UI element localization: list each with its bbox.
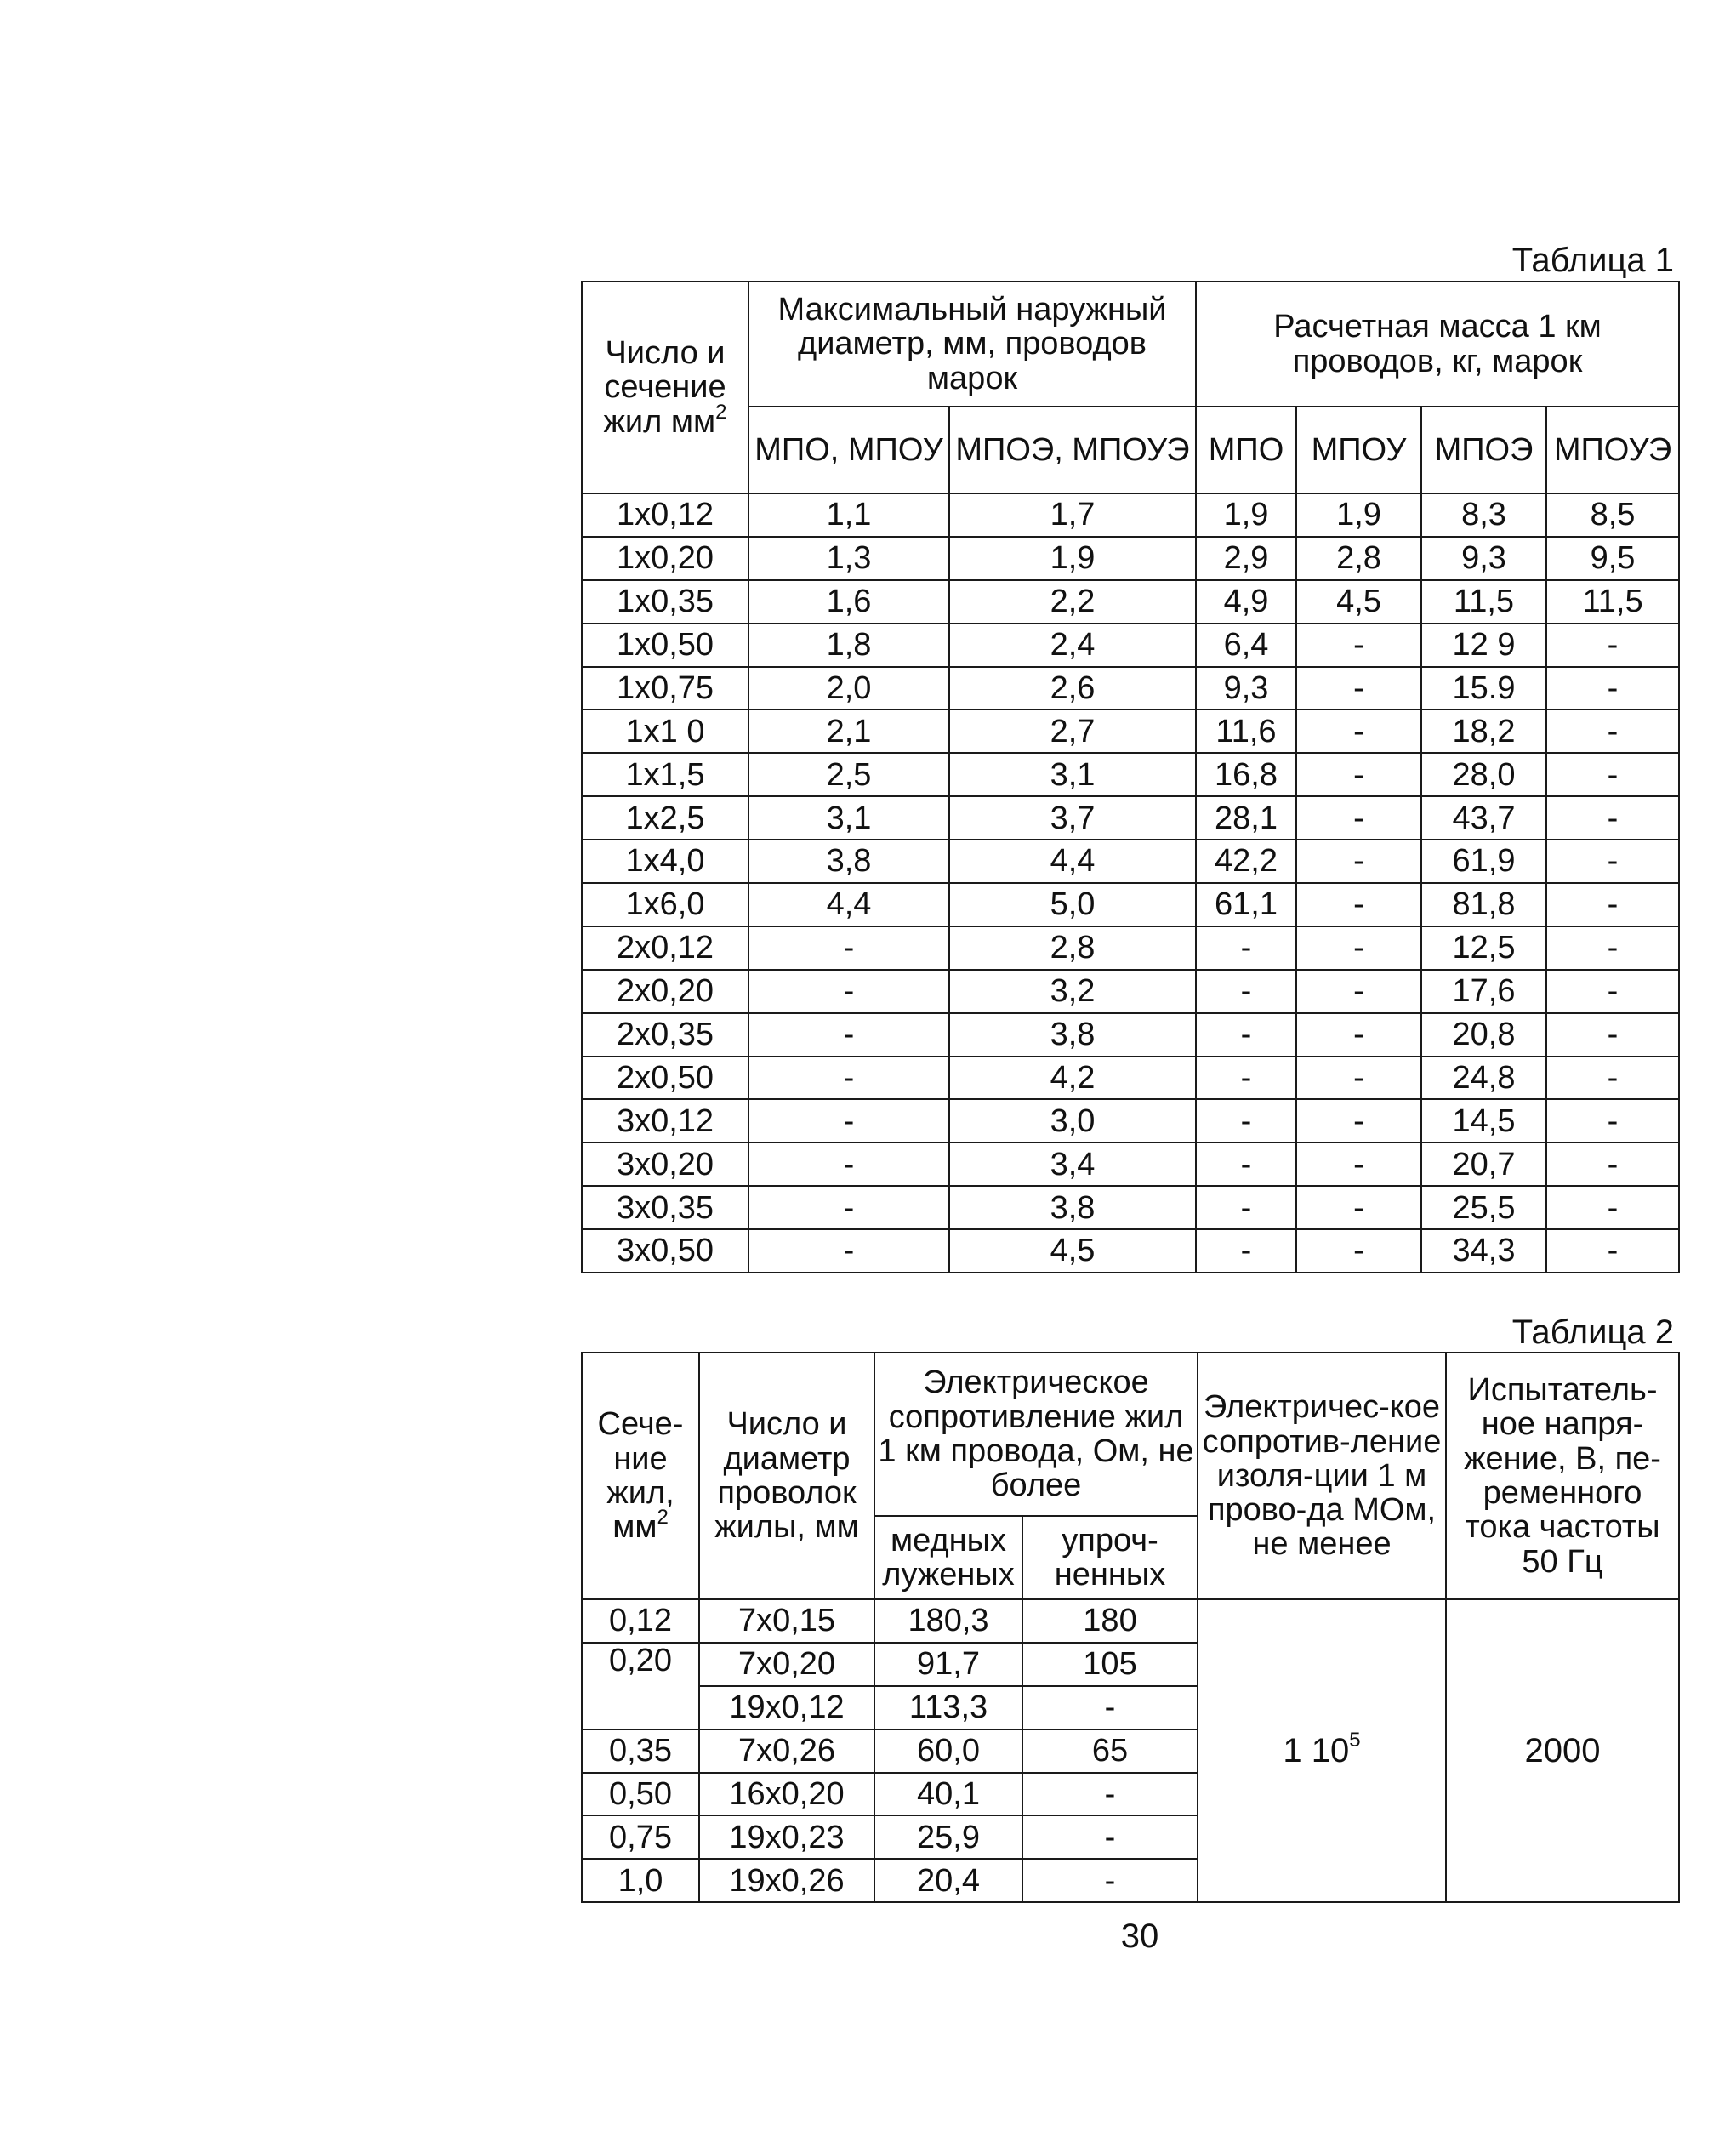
table-row [582, 970, 1679, 1013]
table-cell: 28,0 [1421, 753, 1546, 796]
t2-sub-header-copper: медных луженых [874, 1516, 1022, 1599]
t2-header-resistance: Электрическое сопротивление жил 1 км провода, Ом, не более [874, 1353, 1198, 1516]
table-cell: 2х0,12 [582, 926, 748, 970]
table-cell: 81,8 [1421, 883, 1546, 926]
table-cell: - [1296, 796, 1421, 840]
table-cell: - [1296, 624, 1421, 667]
table-cell: 42,2 [1196, 840, 1296, 883]
table-cell: 3,1 [748, 796, 949, 840]
table-cell: - [1546, 1099, 1679, 1142]
t1-sub-header: МПО, МПОУ [748, 407, 949, 493]
table-cell: - [748, 926, 949, 970]
table-cell: 1х1 0 [582, 709, 748, 753]
table-cell: - [1546, 796, 1679, 840]
table-cell: - [1546, 1186, 1679, 1229]
table-cell: - [1296, 970, 1421, 1013]
table-cell: - [1546, 667, 1679, 710]
table-cell: - [1196, 1013, 1296, 1057]
table-cell: 11,5 [1421, 580, 1546, 624]
table-cell: 40,1 [874, 1773, 1022, 1816]
table-cell: 1х0,50 [582, 624, 748, 667]
table-cell: 3,4 [949, 1142, 1196, 1186]
table-cell: 28,1 [1196, 796, 1296, 840]
t2-sub-header-hardened: упроч-ненных [1022, 1516, 1198, 1599]
table-row [582, 667, 1679, 710]
t2-header-wires: Число и диаметр проволок жилы, мм [699, 1353, 874, 1599]
table-cell: 1,0 [582, 1859, 699, 1902]
table-cell: 3х0,20 [582, 1142, 748, 1186]
table-cell: 3,8 [949, 1013, 1196, 1057]
table-cell: 24,8 [1421, 1057, 1546, 1100]
table-row [582, 926, 1679, 970]
test-voltage-cell: 2000 [1446, 1599, 1679, 1902]
table-cell: 19х0,23 [699, 1815, 874, 1859]
table-cell: - [1296, 926, 1421, 970]
table-cell: 2,9 [1196, 537, 1296, 580]
table-cell: - [1196, 1142, 1296, 1186]
table-cell: 1х0,20 [582, 537, 748, 580]
table-row [582, 1013, 1679, 1057]
table-cell: - [1296, 709, 1421, 753]
table1-caption: Таблица 1 [1511, 242, 1674, 279]
t1-sub-header: МПОУ [1296, 407, 1421, 493]
table-cell: 2,8 [949, 926, 1196, 970]
table-cell: 7х0,20 [699, 1643, 874, 1686]
page-number: 30 [1120, 1917, 1159, 1955]
t1-sub-header: МПОЭ [1421, 407, 1546, 493]
table-cell: - [1296, 1142, 1421, 1186]
table-cell: - [1546, 1229, 1679, 1273]
table-cell: 15.9 [1421, 667, 1546, 710]
table-cell: 25,5 [1421, 1186, 1546, 1229]
table-cell: 0,50 [582, 1773, 699, 1816]
table-cell: 3,0 [949, 1099, 1196, 1142]
table-cell: 0,12 [582, 1599, 699, 1643]
t1-header-diameter: Максимальный наружный диаметр, мм, проводов марок [748, 282, 1196, 407]
table-cell: 2,8 [1296, 537, 1421, 580]
table-cell: - [1546, 970, 1679, 1013]
table-cell: 12 9 [1421, 624, 1546, 667]
table-cell: 60,0 [874, 1729, 1022, 1773]
table-row [582, 883, 1679, 926]
table-cell: 1х0,12 [582, 493, 748, 537]
table-row [582, 1186, 1679, 1229]
table-cell: 1х6,0 [582, 883, 748, 926]
table-cell: 11,5 [1546, 580, 1679, 624]
table-cell: 1,3 [748, 537, 949, 580]
table-cell: 2,7 [949, 709, 1196, 753]
table-cell: 65 [1022, 1729, 1198, 1773]
table-cell: 3х0,50 [582, 1229, 748, 1273]
table-cell: - [748, 1013, 949, 1057]
table-cell: 2х0,50 [582, 1057, 748, 1100]
table-cell: 4,5 [1296, 580, 1421, 624]
table-cell: 8,3 [1421, 493, 1546, 537]
table-cell: 105 [1022, 1643, 1198, 1686]
table-cell: - [1546, 709, 1679, 753]
table2 [581, 1352, 1680, 1903]
table1-body [582, 493, 1679, 1273]
table-cell: 1х1,5 [582, 753, 748, 796]
insulation-resistance-cell: 1 $10^5$ [1198, 1599, 1446, 1902]
table-cell: 9,3 [1421, 537, 1546, 580]
table-cell: 91,7 [874, 1643, 1022, 1686]
table-cell: 17,6 [1421, 970, 1546, 1013]
table-cell: 16,8 [1196, 753, 1296, 796]
table-cell: 7х0,15 [699, 1599, 874, 1643]
table-cell: 113,3 [874, 1686, 1022, 1729]
table-row [582, 624, 1679, 667]
table-cell: - [1022, 1686, 1198, 1729]
t1-sub-header: МПОЭ, МПОУЭ [949, 407, 1196, 493]
table-cell: 2,1 [748, 709, 949, 753]
table-cell: - [1196, 926, 1296, 970]
t1-sub-header: МПОУЭ [1546, 407, 1679, 493]
table-cell: - [1546, 840, 1679, 883]
table-cell: 180,3 [874, 1599, 1022, 1643]
table-cell: 1х0,75 [582, 667, 748, 710]
table-row [582, 1057, 1679, 1100]
table-cell: 61,9 [1421, 840, 1546, 883]
table-cell: - [748, 1186, 949, 1229]
table-cell: - [1296, 1099, 1421, 1142]
table-cell: 1х2,5 [582, 796, 748, 840]
table-cell: 0,75 [582, 1815, 699, 1859]
table-cell: - [1546, 883, 1679, 926]
table2-caption: Таблица 2 [1511, 1313, 1674, 1351]
table-cell: - [1296, 1229, 1421, 1273]
table-cell: - [1546, 1142, 1679, 1186]
table-cell: 1,8 [748, 624, 949, 667]
table-cell: 3х0,12 [582, 1099, 748, 1142]
table-cell: - [1022, 1815, 1198, 1859]
table-row [582, 753, 1679, 796]
table-cell: - [1196, 1057, 1296, 1100]
table-cell: - [1546, 753, 1679, 796]
table-cell: - [1296, 1057, 1421, 1100]
table-cell: 3,7 [949, 796, 1196, 840]
table-cell: 2х0,20 [582, 970, 748, 1013]
table-cell: 7х0,26 [699, 1729, 874, 1773]
table-cell: 18,2 [1421, 709, 1546, 753]
table-cell: 8,5 [1546, 493, 1679, 537]
t1-header-mass: Расчетная масса 1 км проводов, кг, марок [1196, 282, 1679, 407]
table-row [582, 1229, 1679, 1273]
table-row [582, 580, 1679, 624]
t1-header-section: Число и сечение жил $мм^2$ [582, 282, 748, 493]
table-cell: - [1196, 970, 1296, 1013]
table-cell: 1,1 [748, 493, 949, 537]
table-cell: 5,0 [949, 883, 1196, 926]
t2-header-section: Сече-ние жил, $мм^2$ [582, 1353, 699, 1599]
t1-sub-header: МПО [1196, 407, 1296, 493]
table-cell: - [748, 1142, 949, 1186]
table-cell: - [1196, 1099, 1296, 1142]
table-cell: 2,6 [949, 667, 1196, 710]
t2-header-insulation: Электричес-кое сопротив-ление изоля-ции 1 м прово-да МОм, не менее [1198, 1353, 1446, 1599]
table-cell: 3,8 [949, 1186, 1196, 1229]
table-cell: 12,5 [1421, 926, 1546, 970]
table-cell: 0,20 [582, 1643, 699, 1729]
table-cell: 1,7 [949, 493, 1196, 537]
table-cell: 1х0,35 [582, 580, 748, 624]
table-cell: 4,4 [949, 840, 1196, 883]
table-cell: 1,9 [1196, 493, 1296, 537]
table-cell: - [748, 1057, 949, 1100]
table-cell: 2х0,35 [582, 1013, 748, 1057]
table-cell: - [1546, 1013, 1679, 1057]
table-row [582, 709, 1679, 753]
table-cell: 9,3 [1196, 667, 1296, 710]
table-row [582, 537, 1679, 580]
table-cell: 20,8 [1421, 1013, 1546, 1057]
table-cell: - [1546, 1057, 1679, 1100]
table-cell: 2,0 [748, 667, 949, 710]
table-cell: 61,1 [1196, 883, 1296, 926]
table-cell: 4,2 [949, 1057, 1196, 1100]
table-cell: 16х0,20 [699, 1773, 874, 1816]
table-cell: 1х4,0 [582, 840, 748, 883]
table-cell: 34,3 [1421, 1229, 1546, 1273]
t2-header-voltage: Испытатель-ное напря-жение, В, пе-ременного тока частоты 50 Гц [1446, 1353, 1679, 1599]
table-cell: 2,5 [748, 753, 949, 796]
table-cell: 20,7 [1421, 1142, 1546, 1186]
table-row [582, 1142, 1679, 1186]
table-cell: - [1196, 1229, 1296, 1273]
table-cell: - [748, 1099, 949, 1142]
table-row [582, 1099, 1679, 1142]
table-cell: - [1296, 753, 1421, 796]
table-cell: 19х0,12 [699, 1686, 874, 1729]
table-cell: 11,6 [1196, 709, 1296, 753]
table-cell: 14,5 [1421, 1099, 1546, 1142]
table-cell: 2,4 [949, 624, 1196, 667]
table-cell: 6,4 [1196, 624, 1296, 667]
table-cell: - [1296, 883, 1421, 926]
table-cell: 4,5 [949, 1229, 1196, 1273]
table-cell: 1,9 [1296, 493, 1421, 537]
table-cell: 1,6 [748, 580, 949, 624]
table-row [582, 493, 1679, 537]
table-cell: 3х0,35 [582, 1186, 748, 1229]
table-cell: - [1022, 1859, 1198, 1902]
table-row [582, 796, 1679, 840]
table-cell: 2,2 [949, 580, 1196, 624]
table-cell: 1,9 [949, 537, 1196, 580]
table-cell: - [1296, 1013, 1421, 1057]
table-row [582, 1599, 1679, 1643]
table-cell: - [1296, 840, 1421, 883]
table-cell: 20,4 [874, 1859, 1022, 1902]
table-cell: 3,2 [949, 970, 1196, 1013]
table-cell: 43,7 [1421, 796, 1546, 840]
table-cell: - [1296, 667, 1421, 710]
table-cell: 9,5 [1546, 537, 1679, 580]
table-cell: 180 [1022, 1599, 1198, 1643]
table-cell: 3,1 [949, 753, 1196, 796]
table-cell: - [1546, 926, 1679, 970]
table-cell: 4,4 [748, 883, 949, 926]
table-cell: - [1022, 1773, 1198, 1816]
table-cell: - [1196, 1186, 1296, 1229]
table-cell: 0,35 [582, 1729, 699, 1773]
table-row [582, 840, 1679, 883]
table-cell: - [748, 970, 949, 1013]
table-cell: - [1546, 624, 1679, 667]
table-cell: 4,9 [1196, 580, 1296, 624]
table1 [581, 281, 1680, 1273]
table-cell: - [1296, 1186, 1421, 1229]
table-cell: - [748, 1229, 949, 1273]
table-cell: 25,9 [874, 1815, 1022, 1859]
table-cell: 3,8 [748, 840, 949, 883]
table-cell: 19х0,26 [699, 1859, 874, 1902]
table2-body [582, 1599, 1679, 1902]
